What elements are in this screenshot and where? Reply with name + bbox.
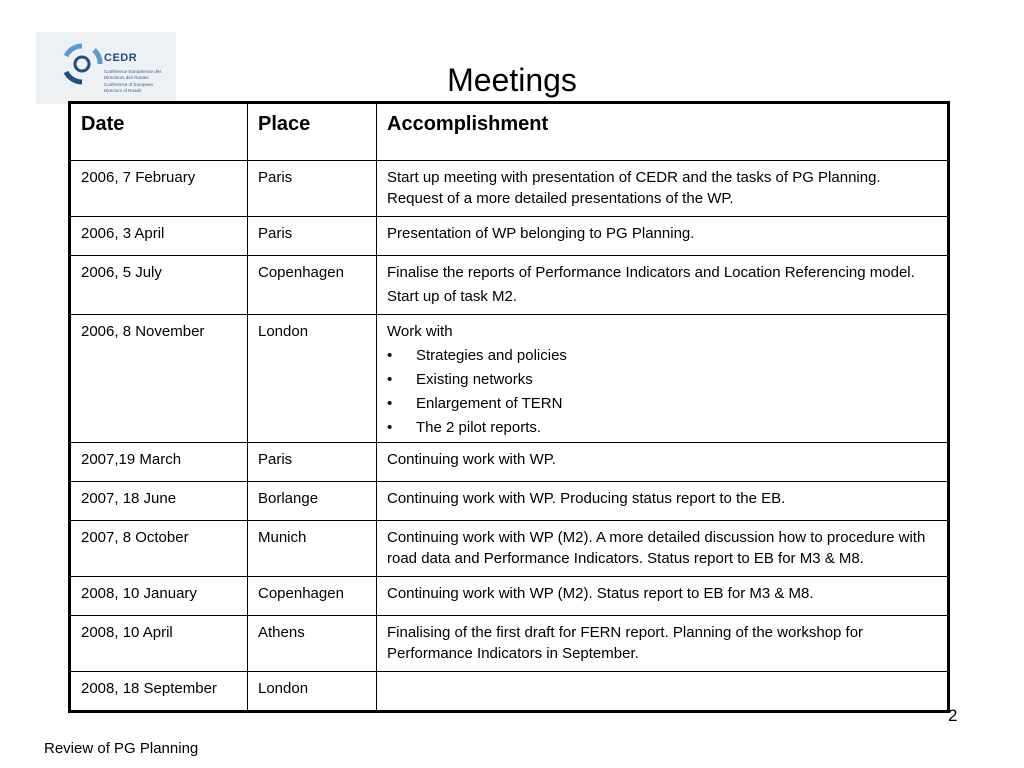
logo-line-2: Conference of European Directors of Roads: [104, 82, 154, 93]
table-row: [70, 672, 949, 712]
bullet-item: [387, 417, 937, 438]
cell-place: Paris: [248, 161, 377, 217]
cell-accomplishment: [377, 482, 949, 521]
table-row: [70, 521, 949, 577]
accomplishment-text: Start up meeting with presentation of CEDR and the tasks of PG Planning. Request of a more detailed presentations of the WP.: [387, 169, 881, 207]
header-place: Place: [248, 103, 377, 161]
cell-date: 2006, 5 July: [70, 256, 248, 315]
table-header-row: [70, 103, 949, 161]
cell-date: 2006, 7 February: [70, 161, 248, 217]
cell-place: London: [248, 315, 377, 443]
cell-accomplishment: [377, 577, 949, 616]
cell-accomplishment: [377, 521, 949, 577]
table-row: [70, 482, 949, 521]
cell-date: 2007, 18 June: [70, 482, 248, 521]
accomplishment-text: Finalising of the first draft for FERN report. Planning of the workshop for Performance Indicators in September.: [387, 624, 864, 662]
bullet-item: [387, 369, 937, 390]
bullet-icon: •: [387, 371, 393, 388]
bullet-item: [387, 345, 937, 366]
cell-place: Paris: [248, 217, 377, 256]
accomplishment-text: Finalise the reports of Performance Indicators and Location Referencing model.: [387, 264, 915, 281]
cell-place: Borlange: [248, 482, 377, 521]
cell-accomplishment: [377, 256, 949, 315]
bullet-text: Enlargement of TERN: [416, 395, 563, 412]
cell-accomplishment: [377, 616, 949, 672]
bullet-text: The 2 pilot reports.: [416, 419, 542, 436]
cell-accomplishment: [377, 443, 949, 482]
meetings-table: [68, 101, 950, 713]
table-body: [70, 161, 949, 712]
header-accomplishment: Accomplishment: [377, 103, 949, 161]
cell-accomplishment: [377, 161, 949, 217]
table-row: [70, 443, 949, 482]
bullet-icon: •: [387, 395, 393, 412]
accomplishment-text: Continuing work with WP. Producing status report to the EB.: [387, 490, 786, 507]
accomplishment-text: Presentation of WP belonging to PG Planning.: [387, 225, 695, 242]
table-row: [70, 577, 949, 616]
footer-text: Review of PG Planning: [44, 740, 199, 757]
cell-place: London: [248, 672, 377, 712]
accomplishment-text: Continuing work with WP (M2). A more detailed discussion how to procedure with road data and Performance Indicators. Status report to EB for M3 & M8.: [387, 529, 926, 567]
page-title: Meetings: [447, 62, 577, 98]
cell-place: Athens: [248, 616, 377, 672]
bullet-item: [387, 393, 937, 414]
cell-accomplishment: [377, 315, 949, 443]
cell-date: 2008, 18 September: [70, 672, 248, 712]
cell-date: 2006, 8 November: [70, 315, 248, 443]
accomplishment-text: Start up of task M2.: [387, 288, 518, 305]
cell-date: 2008, 10 January: [70, 577, 248, 616]
accomplishment-text: Work with: [387, 323, 453, 340]
cell-date: 2006, 3 April: [70, 217, 248, 256]
cell-date: 2007, 8 October: [70, 521, 248, 577]
table-row: [70, 256, 949, 315]
table-row: [70, 315, 949, 443]
cell-date: 2008, 10 April: [70, 616, 248, 672]
table-row: [70, 161, 949, 217]
bullet-icon: •: [387, 419, 393, 436]
cell-accomplishment: [377, 217, 949, 256]
accomplishment-text: Continuing work with WP.: [387, 451, 556, 468]
page-number: 2: [948, 706, 958, 725]
accomplishment-text: Continuing work with WP (M2). Status report to EB for M3 & M8.: [387, 585, 814, 602]
bullet-text: Existing networks: [416, 371, 533, 388]
bullet-text: Strategies and policies: [416, 347, 567, 364]
cell-accomplishment: [377, 672, 949, 712]
cell-place: Munich: [248, 521, 377, 577]
table-row: [70, 217, 949, 256]
cell-place: Copenhagen: [248, 577, 377, 616]
logo-brand: CEDR: [104, 52, 138, 64]
cell-place: Paris: [248, 443, 377, 482]
logo-line-1: Conférence Européenne des Directeurs des Routes: [104, 69, 162, 80]
cell-date: 2007,19 March: [70, 443, 248, 482]
table-row: [70, 616, 949, 672]
cell-place: Copenhagen: [248, 256, 377, 315]
header-date: Date: [70, 103, 248, 161]
bullet-icon: •: [387, 347, 393, 364]
